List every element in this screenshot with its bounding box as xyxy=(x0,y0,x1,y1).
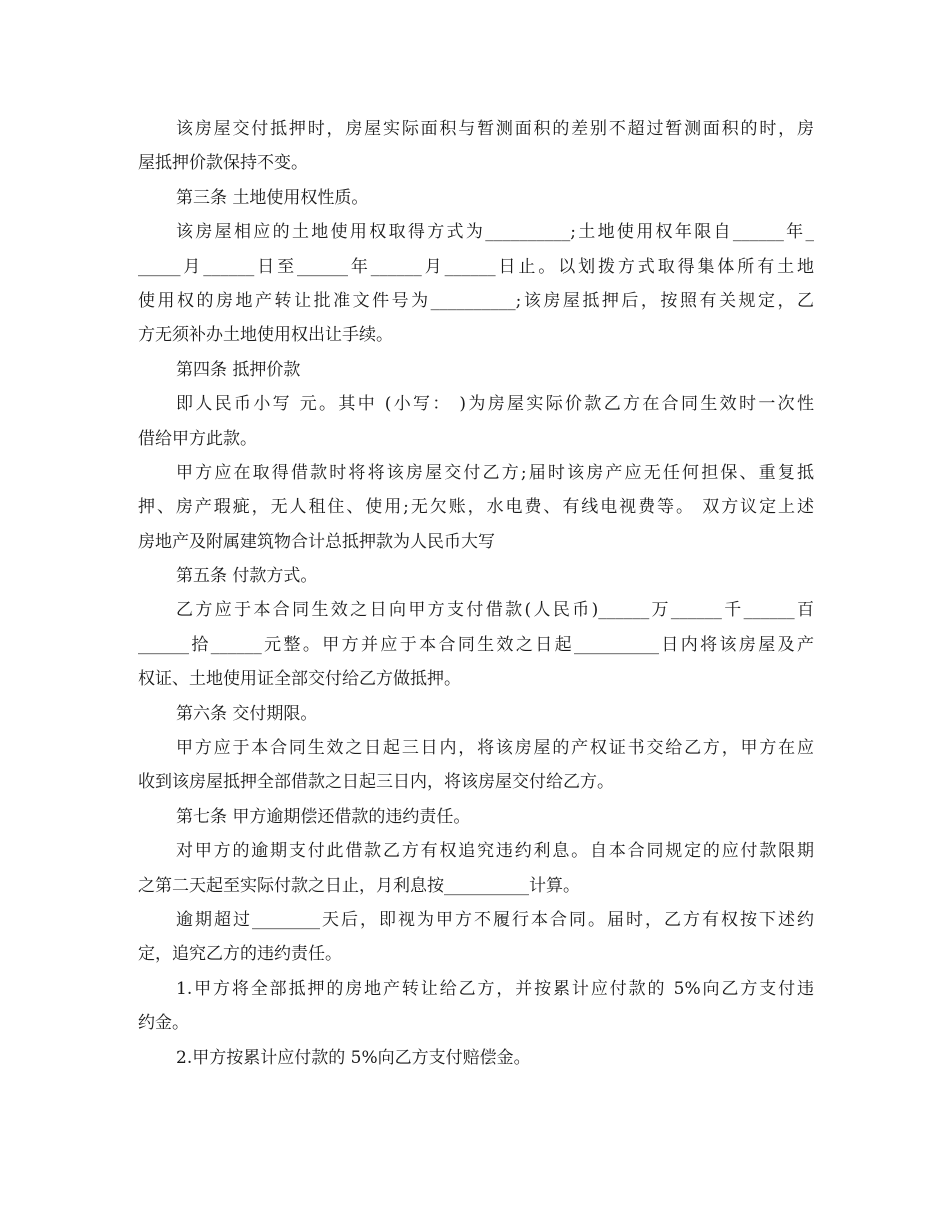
text-line: 收到该房屋抵押全部借款之日起三日内，将该房屋交付给乙方。 xyxy=(138,772,614,793)
list-item: 1.甲方将全部抵押的房地产转让给乙方，并按累计应付款的 5%向乙方支付违 xyxy=(176,978,814,999)
text-line: 该房屋交付抵押时，房屋实际面积与暂测面积的差别不超过暂测面积的时，房 xyxy=(176,119,814,139)
list-item: 2.甲方按累计应付款的 5%向乙方支付赔偿金。 xyxy=(176,1047,531,1068)
section-heading: 第五条 付款方式。 xyxy=(176,566,318,587)
text-line: ______拾______元整。甲方并应于本合同生效之日起__________日内将该房屋及产 xyxy=(138,634,814,655)
text-line: 方无须补办土地使用权出让手续。 xyxy=(138,325,393,346)
section-heading: 第七条 甲方逾期偿还借款的违约责任。 xyxy=(176,806,471,827)
text-line: 即人民币小写 元。其中 (小写： )为房屋实际价款乙方在合同生效时一次性 xyxy=(176,394,814,415)
text-line: 甲方应于本合同生效之日起三日内，将该房屋的产权证书交给乙方，甲方在应 xyxy=(176,738,814,759)
text-line: 借给甲方此款。 xyxy=(138,428,257,449)
text-line: 约金。 xyxy=(138,1013,189,1034)
section-heading: 第六条 交付期限。 xyxy=(176,703,318,724)
text-line: 逾期超过________天后，即视为甲方不履行本合同。届时，乙方有权按下述约 xyxy=(176,909,814,930)
text-line: 甲方应在取得借款时将将该房屋交付乙方;届时该房产应无任何担保、重复抵 xyxy=(176,462,814,483)
text-line: 乙方应于本合同生效之日向甲方支付借款(人民币)______万______千______百 xyxy=(176,600,814,621)
document-page xyxy=(138,112,814,1075)
text-line: 屋抵押价款保持不变。 xyxy=(138,153,308,174)
text-line: 定，追究乙方的违约责任。 xyxy=(138,944,342,965)
text-line: 房地产及附属建筑物合计总抵押款为人民币大写 xyxy=(138,531,495,552)
text-line: 权证、土地使用证全部交付给乙方做抵押。 xyxy=(138,669,461,690)
text-line: 之第二天起至实际付款之日止，月利息按__________计算。 xyxy=(138,875,580,896)
text-line: 押、房产瑕疵，无人租住、使用;无欠账，水电费、有线电视费等。 双方议定上述 xyxy=(138,497,814,518)
text-line: 使用权的房地产转让批准文件号为__________;该房屋抵押后，按照有关规定，乙 xyxy=(138,290,814,311)
text-line: _____月______日至______年______月______日止。以划拨方式取得集体所有土地 xyxy=(138,256,814,277)
text-line: 该房屋相应的土地使用权取得方式为__________;土地使用权年限自______年_ xyxy=(176,222,814,243)
section-heading: 第三条 土地使用权性质。 xyxy=(176,187,369,208)
section-heading: 第四条 抵押价款 xyxy=(176,359,301,380)
text-line: 对甲方的逾期支付此借款乙方有权追究违约利息。自本合同规定的应付款限期 xyxy=(176,841,814,862)
